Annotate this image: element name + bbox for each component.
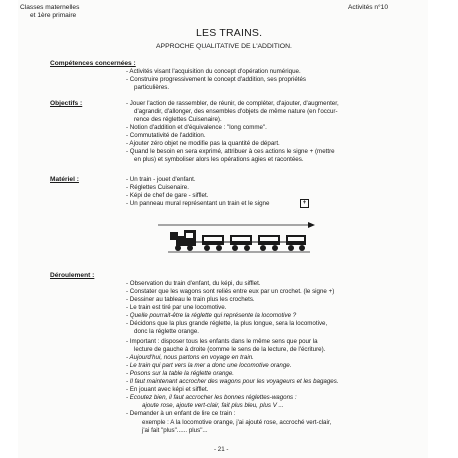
deroulement-line: - Le train est tiré par une locomotive. (126, 304, 227, 311)
deroulement-line: j'ai fait "plus"...... plus"... (142, 427, 208, 434)
deroulement-line: - Posons sur la table la réglette orange. (126, 370, 235, 377)
deroulement-label: Déroulement : (50, 272, 95, 279)
header-level-line2: et 1ère primaire (30, 12, 77, 19)
deroulement-line: - Observation du train d'enfant, du képi, du sifflet. (126, 280, 261, 287)
deroulement-line: - Important : disposer tous les enfants dans le même sens que pour la (126, 338, 318, 345)
competences-line: - Activités visant l'acquisition du concept d'opération numérique. (126, 68, 301, 75)
page-number: - 21 - (214, 446, 229, 453)
objectifs-line: d'agrandir, d'allonger, des ensembles d'objets de même nature (en l'occur- (134, 108, 338, 115)
objectifs-line: - Quand le besoin en sera exprimé, attribuer à ces actions le signe + (mettre (126, 148, 335, 155)
deroulement-line: - Demander à un enfant de lire ce train : (126, 410, 236, 417)
deroulement-line: - Aujourd'hui, nous partons en voyage en train. (126, 354, 254, 361)
objectifs-line: - Commutativité de l'addition. (126, 132, 206, 139)
document-page (18, 0, 428, 458)
objectifs-line: en plus) et symboliser alors les opérations agies et racontées. (134, 156, 304, 163)
deroulement-line: - Il faut maintenant accrocher des wagons pour les voyageurs et les bagages. (126, 378, 339, 385)
competences-line: - Construire progressivement le concept d'addition, ses propriétés (126, 76, 307, 83)
deroulement-line: ajoute rose, ajoute vert-clair, fait plus bleu, plus V ... (142, 402, 284, 409)
materiel-line: - Réglettes Cuisenaire. (126, 184, 189, 191)
deroulement-line: - Quelle pourrait-être la réglette qui représente la locomotive ? (126, 312, 297, 319)
page-subtitle: APPROCHE QUALITATIVE DE L'ADDITION. (156, 43, 292, 50)
deroulement-line: exemple : A la locomotive orange, j'ai ajouté rose, accroché vert-clair, (142, 419, 332, 426)
materiel-line: - Képi de chef de gare - sifflet. (126, 192, 209, 199)
objectifs-label: Objectifs : (50, 100, 83, 107)
deroulement-line: donc la réglette orange. (134, 328, 200, 335)
objectifs-line: - Jouer l'action de rassembler, de réunir, de compléter, d'ajouter, d'augmenter, (126, 100, 339, 107)
materiel-line: - Un panneau mural représentant un train et le signe (126, 200, 270, 207)
deroulement-line: - Ecoutez bien, il faut accrocher les bonnes réglettes-wagons : (126, 394, 297, 401)
objectifs-line: rence des réglettes Cuisenaire). (134, 116, 222, 123)
materiel-line: - Un train - jouet d'enfant. (126, 176, 196, 183)
plus-sign-box: + (300, 199, 309, 208)
deroulement-line: - En jouant avec képi et sifflet. (126, 386, 209, 393)
train-illustration (18, 212, 428, 272)
header-level-line1: Classes maternelles (20, 4, 80, 11)
page-title: LES TRAINS. (196, 27, 263, 39)
deroulement-line: - Le train qui part vers la mer a donc une locomotive orange. (126, 362, 292, 369)
deroulement-line: lecture de gauche à droite (comme le sens de la lecture, de l'écriture). (134, 346, 326, 353)
objectifs-line: - Ajouter zéro objet ne modifie pas la quantité de départ. (126, 140, 280, 147)
deroulement-line: - Constater que les wagons sont reliés entre eux par un crochet. (le signe +) (126, 288, 335, 295)
header-activity: Activités n°10 (348, 4, 389, 11)
deroulement-line: - Décidons que la plus grande réglette, la plus longue, sera la locomotive, (126, 320, 328, 327)
competences-label: Compétences concernées : (50, 60, 136, 67)
deroulement-line: - Dessiner au tableau le train plus les crochets. (126, 296, 255, 303)
competences-line: particulières. (134, 84, 170, 91)
objectifs-line: - Notion d'addition et d'équivalence : "long comme". (126, 124, 267, 131)
materiel-label: Matériel : (50, 176, 79, 183)
